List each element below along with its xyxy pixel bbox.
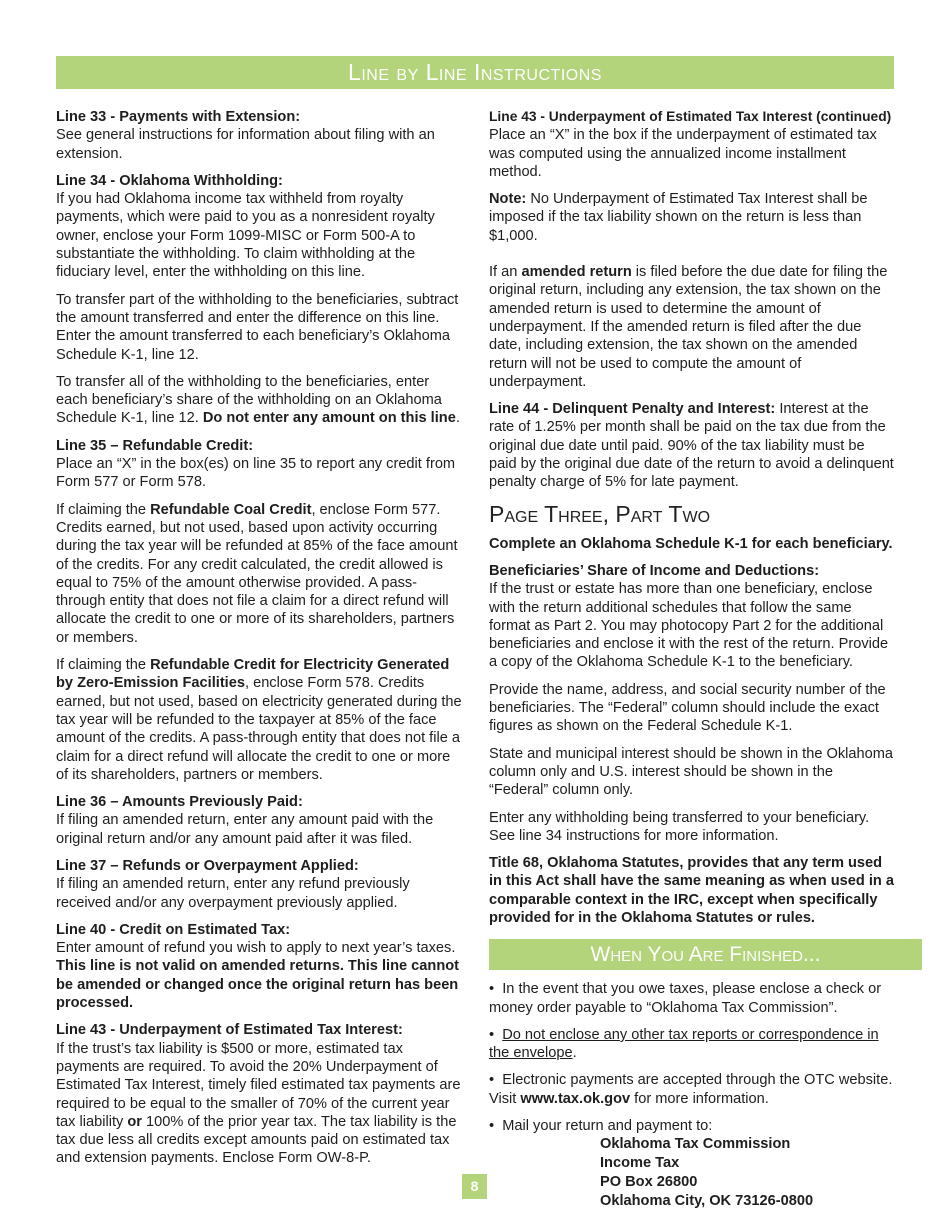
- line43-text3: 100% of the prior year tax. The tax liability is the tax due less all credits except amounts paid on estimated tax and extension payments. Enclose Form OW-8-P.: [56, 1113, 457, 1167]
- beneficiaries-p4: Enter any withholding being transferred to your beneficiary. See line 34 instructions for more information.: [489, 809, 870, 844]
- line35-p3-lead: If claiming the: [56, 657, 151, 674]
- line36-heading: Line 36 – Amounts Previously Paid:: [56, 794, 303, 811]
- line40-text: Enter amount of refund you wish to apply to next year’s taxes.: [56, 940, 456, 957]
- complete-k1-text: Complete an Oklahoma Schedule K-1 for each beneficiary.: [489, 535, 893, 552]
- line35-p3-text: , enclose Form 578. Credits earned, but not used, based on electricity generated during the tax year will be refunded to the taxpayer at 85% of the face amount of the credits. A pass-through entity that does not file a claim for a direct refund will allocate the credit to one or more of its shareholders, partners or members.: [56, 675, 462, 783]
- page-three-part-two-title: Page Three, Part Two: [489, 500, 711, 527]
- line43c-text: Place an “X” in the box if the underpayment of estimated tax was computed using the annualized income installment method.: [489, 127, 877, 180]
- line34-heading: Line 34 - Oklahoma Withholding:: [56, 172, 283, 189]
- line35-p3-bold: Refundable Credit for Electricity Generated by Zero-Emission Facilities: [56, 657, 450, 692]
- amended-paragraph: [489, 263, 895, 391]
- line44-paragraph: [489, 400, 895, 491]
- line36-text: If filing an amended return, enter any amount paid with the original return and/or any amount paid after it was filed.: [56, 812, 434, 847]
- finished-bullet-3: • Electronic payments are accepted through the OTC website. Visit www.tax.ok.gov for more information.: [489, 1072, 893, 1107]
- line36-section: [56, 793, 462, 848]
- line34-p2: To transfer part of the withholding to the beneficiaries, subtract the amount transferred and enter the difference on this line. Enter the amount transferred to each beneficiary’s Oklahoma Schedule K-1, line 12.: [56, 291, 459, 363]
- line35-p2-bold: Refundable Coal Credit: [150, 501, 312, 518]
- line43-or: or: [127, 1113, 142, 1130]
- amended-lead: If an: [489, 264, 522, 281]
- line34-p1: If you had Oklahoma income tax withheld from royalty payments, which were paid to you as a nonresident royalty owner, enclose your Form 1099-MISC or Form 500-A to substantiate the withholding. To claim withholding at the fiduciary level, enter the withholding on this line.: [56, 191, 435, 281]
- note-label: Note:: [489, 191, 527, 208]
- line43c-heading: Line 43 - Underpayment of Estimated Tax Interest (continued): [489, 109, 892, 124]
- line35-p2-text: , enclose Form 577. Credits earned, but not used, based upon activity occurring during the tax year will be refunded at 85% of the face amount of the credits. For any credit calculated, the credit allowed is equal to 75% of the amount otherwise provided. A pass-through entity that does not file a claim for a direct refund will allocate the credit to one or more of its shareholders, partners or members.: [56, 501, 458, 646]
- mailing-address: [600, 1135, 895, 1210]
- amended-text: is filed before the due date for filing the original return, including any extension, the tax shown on the amended return is used to determine the amount of underpayment. If the amended return is filed after the due date, including extension, the tax shown on the amended return will not be used to compute the amount of underpayment.: [489, 264, 888, 390]
- title68-paragraph: [489, 854, 895, 927]
- page-header-banner: Line by Line Instructions: [56, 56, 894, 89]
- finished-bullet-4-text: Mail your return and payment to:: [502, 1118, 713, 1135]
- finished-bullet-3-text: Electronic payments are accepted through the OTC website. Visit: [489, 1072, 893, 1107]
- line34-p3-end: .: [455, 410, 460, 427]
- line37-heading: Line 37 – Refunds or Overpayment Applied:: [56, 857, 359, 874]
- finished-bullet-4: • Mail your return and payment to:: [489, 1118, 713, 1135]
- line43-section: [56, 1021, 462, 1167]
- amended-bold: amended return: [521, 264, 632, 281]
- finished-bullet-1-text: In the event that you owe taxes, please enclose a check or money order payable to “Oklahoma Tax Commission”.: [489, 981, 882, 1016]
- line40-bold: This line is not valid on amended returns. This line cannot be amended or changed once the original return has been processed.: [56, 958, 460, 1012]
- right-column: [489, 108, 895, 1211]
- address-line-4: Oklahoma City, OK 73126-0800: [600, 1192, 814, 1209]
- finished-bullet-1: • In the event that you owe taxes, please enclose a check or money order payable to “Oklahoma Tax Commission”.: [489, 981, 882, 1016]
- line37-section: [56, 857, 462, 912]
- line35-p2-lead: If claiming the: [56, 501, 151, 518]
- page-number: 8: [462, 1174, 487, 1199]
- beneficiaries-p2: Provide the name, address, and social security number of the beneficiaries. The “Federal” column should include the exact figures as shown on the Federal Schedule K-1.: [489, 681, 886, 735]
- finished-bullet-2-end: .: [572, 1045, 577, 1062]
- address-line-1: Oklahoma Tax Commission: [600, 1136, 791, 1153]
- complete-k1: [489, 535, 895, 553]
- line40-heading: Line 40 - Credit on Estimated Tax:: [56, 921, 291, 938]
- line37-text: If filing an amended return, enter any refund previously received and/or any overpayment previously applied.: [56, 876, 410, 911]
- line40-section: [56, 921, 462, 1012]
- finished-bullet-2-text: Do not enclose any other tax reports or correspondence in the envelope: [489, 1026, 879, 1062]
- finished-bullet-2: • Do not enclose any other tax reports or correspondence in the envelope.: [489, 1026, 879, 1062]
- beneficiaries-text: If the trust or estate has more than one beneficiary, enclose with the return additional schedules that follow the same format as Part 2. You may photocopy Part 2 for the additional beneficiaries and enclose it with the rest of the return. Provide a copy of the Oklahoma Schedule K-1 to the beneficiary.: [489, 581, 889, 671]
- line43-text1: If the trust’s tax liability is $500 or more, estimated tax payments are required. To avoid the 20% Underpayment of Estimated Tax Interest, timely filed estimated tax payments are required to be equal to the smaller of 70% of the current year tax liability: [56, 1040, 461, 1130]
- line44-text: Interest at the rate of 1.25% per month shall be paid on the tax due from the original due date until paid. 90% of the tax liability must be paid by the original due date of the return to avoid a delinquent penalty charge of 5% for late payment.: [489, 401, 894, 491]
- line35-p2: [56, 501, 462, 647]
- left-column: [56, 108, 462, 1177]
- line33-text: See general instructions for information about filing with an extension.: [56, 127, 435, 162]
- line34-section: [56, 172, 462, 282]
- line34-p3-bold: Do not enter any amount on this line: [202, 410, 456, 427]
- line33-heading: Line 33 - Payments with Extension:: [56, 109, 301, 125]
- line35-p1: Place an “X” in the box(es) on line 35 to report any credit from Form 577 or Form 578.: [56, 456, 456, 491]
- line44-heading: Line 44 - Delinquent Penalty and Interest:: [489, 401, 776, 418]
- when-finished-banner: When You Are Finished...: [489, 939, 922, 970]
- line43-heading: Line 43 - Underpayment of Estimated Tax Interest:: [56, 1022, 403, 1039]
- beneficiaries-heading: Beneficiaries’ Share of Income and Deductions:: [489, 562, 820, 579]
- address-line-2: Income Tax: [600, 1155, 680, 1172]
- line34-p3-text: To transfer all of the withholding to the beneficiaries, enter each beneficiary’s share of the withholding on an Oklahoma Schedule K-1, line 12.: [56, 373, 442, 427]
- line33-section: [56, 108, 462, 163]
- line35-section: [56, 437, 462, 492]
- note-text: No Underpayment of Estimated Tax Interest shall be imposed if the tax liability shown on the return is less than $1,000.: [489, 191, 868, 244]
- note-paragraph: [489, 190, 895, 245]
- line43c-section: [489, 108, 895, 181]
- beneficiaries-p3: State and municipal interest should be shown in the Oklahoma column only and U.S. interest should be shown in the “Federal” column only.: [489, 745, 894, 799]
- line35-p3: [56, 656, 462, 784]
- title68-text: Title 68, Oklahoma Statutes, provides that any term used in this Act shall have the same meaning as when used in a comparable context in the IRC, except when specifically provided for in the Oklahoma Statutes or rules.: [489, 855, 894, 926]
- tax-website-link[interactable]: www.tax.ok.gov: [520, 1090, 631, 1107]
- line34-p3: [56, 373, 462, 428]
- beneficiaries-section: [489, 562, 895, 672]
- finished-bullet-3-end: for more information.: [630, 1090, 769, 1107]
- line35-heading: Line 35 – Refundable Credit:: [56, 437, 254, 454]
- address-line-3: PO Box 26800: [600, 1173, 698, 1190]
